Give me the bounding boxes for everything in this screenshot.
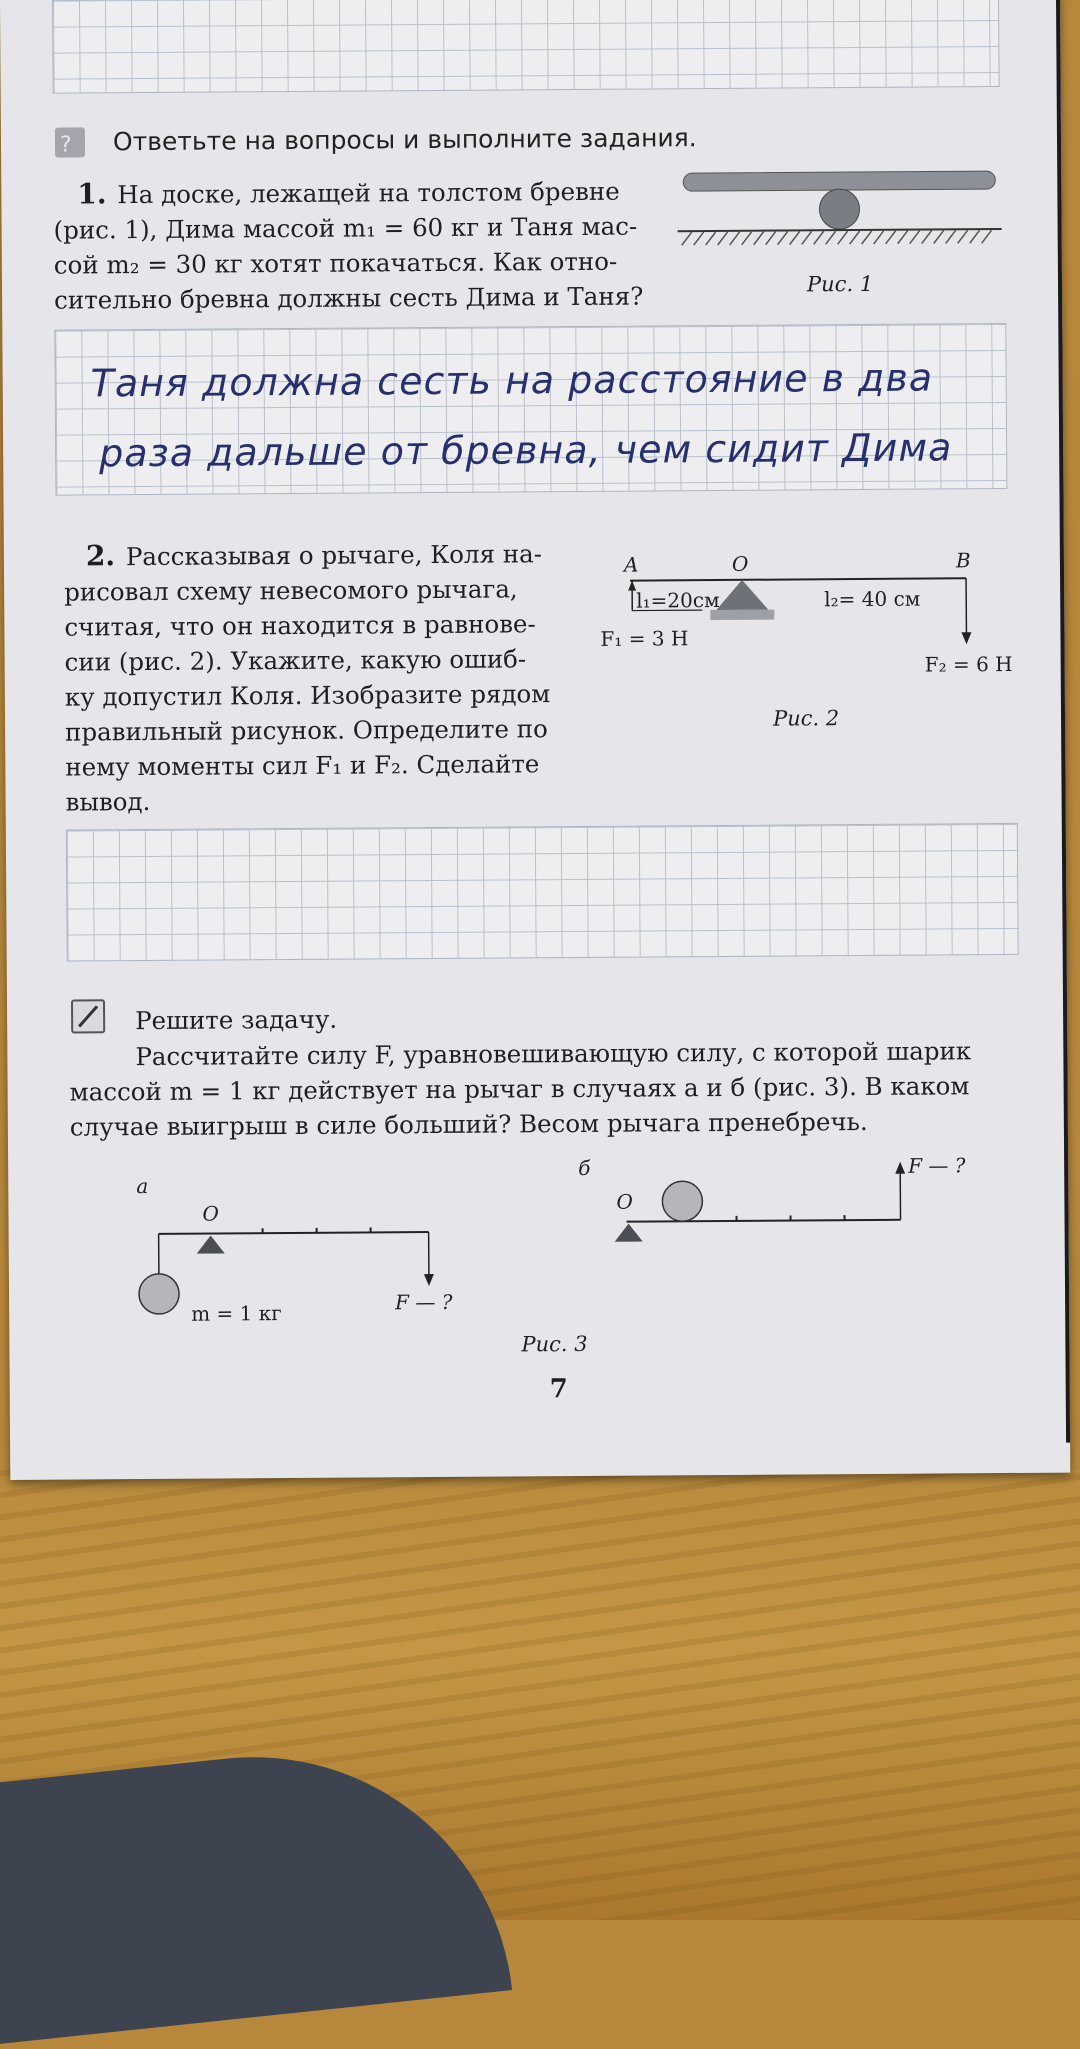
q2-line: правильный рисунок. Определите по xyxy=(65,711,585,750)
q2-line: нему моменты сил F₁ и F₂. Сделайте xyxy=(65,746,585,785)
handwritten-answer-line: раза дальше от бревна, чем сидит Дима xyxy=(99,425,953,475)
figure-3b xyxy=(568,1153,989,1286)
pencil-icon xyxy=(71,999,105,1033)
svg-text:?: ? xyxy=(60,133,72,158)
figure-1-caption: Рис. 1 xyxy=(807,272,873,296)
q2-number: 2. xyxy=(86,539,115,572)
arm-l1-label: l₁=20см xyxy=(636,588,720,613)
pivot-a-label: O xyxy=(202,1202,219,1226)
q2-line: вывод. xyxy=(65,781,585,820)
answer-grid-q2 xyxy=(66,823,1019,962)
force-b-label: F — ? xyxy=(908,1153,965,1177)
problem-line: массой m = 1 кг действует на рычаг в случаях а и б (рис. 3). В каком xyxy=(70,1068,1050,1110)
answer-grid-top xyxy=(52,0,1000,94)
q2-line: Рассказывая о рычаге, Коля на- xyxy=(126,536,586,574)
q2-line: ку допустил Коля. Изобразите рядом xyxy=(65,676,585,715)
force-f2-label: F₂ = 6 Н xyxy=(925,652,1013,677)
arm-l2-label: l₂= 40 см xyxy=(824,587,920,612)
section-2-heading: Решите задачу. xyxy=(135,1002,337,1038)
q1-line: сой m₂ = 30 кг хотят покачаться. Как отно- xyxy=(54,243,664,282)
page-edge xyxy=(1056,0,1070,1443)
problem-text xyxy=(69,1033,1050,1145)
q1-line: (рис. 1), Дима массой m₁ = 60 кг и Таня мас- xyxy=(53,208,663,247)
figure-2-caption: Рис. 2 xyxy=(773,706,839,730)
problem-line: случае выигрыш в силе больший? Весом рычага пренебречь. xyxy=(70,1103,1050,1145)
figure-3a xyxy=(118,1172,499,1345)
figure-1-seesaw xyxy=(671,163,1012,255)
force-a-label: F — ? xyxy=(395,1290,452,1314)
handwritten-answer-line: Таня должна сесть на расстояние в два xyxy=(91,355,934,405)
question-icon xyxy=(55,127,85,157)
point-a-label: A xyxy=(624,553,639,577)
q2-line: сии (рис. 2). Укажите, какую ошиб- xyxy=(65,641,585,680)
figure-2-lever xyxy=(594,548,1025,691)
problem-line: Рассчитайте силу F, уравновешивающую силу, с которой шарик xyxy=(69,1033,1049,1075)
q1-line: На доске, лежащей на толстом бревне xyxy=(117,173,657,212)
page-number: 7 xyxy=(550,1374,568,1404)
case-b-label: б xyxy=(578,1156,590,1180)
point-b-label: B xyxy=(956,548,971,572)
q1-line: сительно бревна должны сесть Дима и Таня? xyxy=(54,278,664,317)
case-a-label: а xyxy=(136,1174,148,1198)
point-o-label: O xyxy=(732,552,749,576)
q1-text-rest xyxy=(53,208,664,317)
force-f1-label: F₁ = 3 Н xyxy=(600,626,688,651)
q2-first-line xyxy=(126,536,586,574)
q2-line: считая, что он находится в равнове- xyxy=(64,606,584,645)
pivot-b-label: O xyxy=(616,1190,633,1214)
q2-text xyxy=(64,571,586,820)
mass-label: m = 1 кг xyxy=(191,1301,282,1326)
q1-text xyxy=(117,173,657,212)
section-heading: Ответьте на вопросы и выполните задания. xyxy=(113,123,697,156)
q1-number: 1. xyxy=(77,177,106,210)
q2-line: рисовал схему невесомого рычага, xyxy=(64,571,584,610)
figure-3-caption: Рис. 3 xyxy=(521,1332,587,1356)
